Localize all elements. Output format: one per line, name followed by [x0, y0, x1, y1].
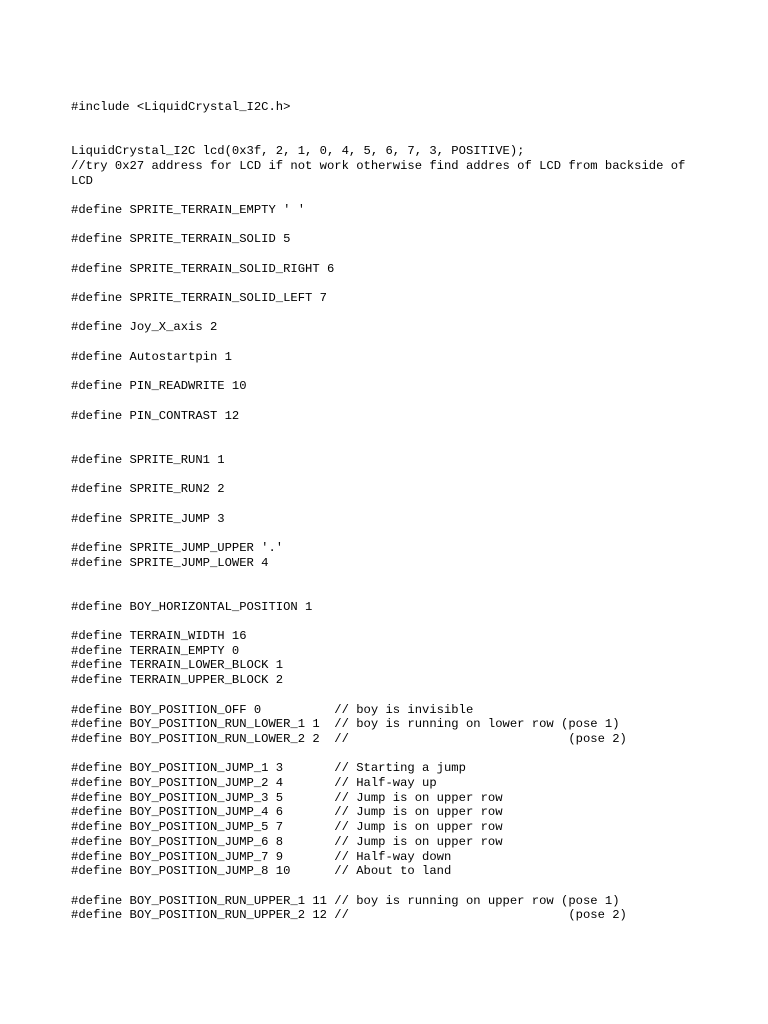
blank-gap	[71, 306, 711, 321]
code-block-lcd-init: LiquidCrystal_I2C lcd(0x3f, 2, 1, 0, 4, 5, 6, 7, 3, POSITIVE); //try 0x27 address for LCD if not work otherwise find addres of LCD from backside of LCD	[71, 144, 686, 188]
code-document	[71, 100, 711, 923]
code-block-define: #define SPRITE_TERRAIN_SOLID 5	[71, 232, 291, 247]
blank-gap	[71, 365, 711, 380]
blank-gap	[71, 335, 711, 350]
blank-gap	[71, 879, 711, 894]
blank-gap	[71, 247, 711, 262]
code-block-define: #define SPRITE_RUN2 2	[71, 482, 225, 497]
blank-gap	[71, 188, 711, 203]
blank-gap	[71, 497, 711, 512]
blank-gap	[71, 276, 711, 291]
code-block-boy-run-upper: #define BOY_POSITION_RUN_UPPER_1 11 // boy is running on upper row (pose 1) #define BOY_POSITION_RUN_UPPER_2 12 // (pose 2)	[71, 893, 627, 923]
code-block-jump-sprites: #define SPRITE_JUMP_UPPER '.' #define SPRITE_JUMP_LOWER 4	[71, 540, 284, 570]
blank-gap	[71, 614, 711, 629]
code-block-include: #include <LiquidCrystal_I2C.h>	[71, 100, 291, 114]
blank-gap	[71, 688, 711, 703]
code-block-define: #define SPRITE_JUMP 3	[71, 511, 225, 526]
code-block-define: #define SPRITE_TERRAIN_SOLID_RIGHT 6	[71, 261, 335, 276]
code-block-terrain: #define TERRAIN_WIDTH 16 #define TERRAIN_EMPTY 0 #define TERRAIN_LOWER_BLOCK 1 #define TERRAIN_UPPER_BLOCK 2	[71, 629, 284, 688]
code-block-define: #define SPRITE_RUN1 1	[71, 452, 225, 467]
blank-gap	[71, 747, 711, 762]
code-block-define: #define SPRITE_TERRAIN_SOLID_LEFT 7	[71, 291, 327, 306]
code-block-boy-run-lower: #define BOY_POSITION_OFF 0 // boy is invisible #define BOY_POSITION_RUN_LOWER_1 1 // boy is running on lower row (pose 1) #define BOY_POSITION_RUN_LOWER_2 2 // (pose 2)	[71, 702, 627, 746]
code-block-define: #define Joy_X_axis 2	[71, 320, 218, 335]
code-block-define: #define PIN_READWRITE 10	[71, 379, 247, 394]
blank-gap	[71, 218, 711, 233]
blank-gap	[71, 115, 711, 144]
code-block-define: #define PIN_CONTRAST 12	[71, 408, 240, 423]
code-block-define: #define SPRITE_TERRAIN_EMPTY ' '	[71, 202, 306, 217]
code-block-boy-jump: #define BOY_POSITION_JUMP_1 3 // Starting a jump #define BOY_POSITION_JUMP_2 4 // Half-way up #define BOY_POSITION_JUMP_3 5 // Jump is on upper row #define BOY_POSITION_JUMP_4 6 // Jump is on upper row #define BOY_POSITION_JUMP_5 7 // Jump is on upper row #define BOY_POSITION_JUMP_6 8 // Jump is on upper row #define BOY_POSITION_JUMP_7 9 // Half-way down #define BOY_POSITION_JUMP_8 10 // About to land	[71, 761, 503, 879]
blank-gap	[71, 394, 711, 409]
code-block-define: #define Autostartpin 1	[71, 349, 232, 364]
blank-gap	[71, 467, 711, 482]
code-block-define: #define BOY_HORIZONTAL_POSITION 1	[71, 599, 313, 614]
blank-gap	[71, 570, 711, 599]
blank-gap	[71, 526, 711, 541]
blank-gap	[71, 423, 711, 452]
